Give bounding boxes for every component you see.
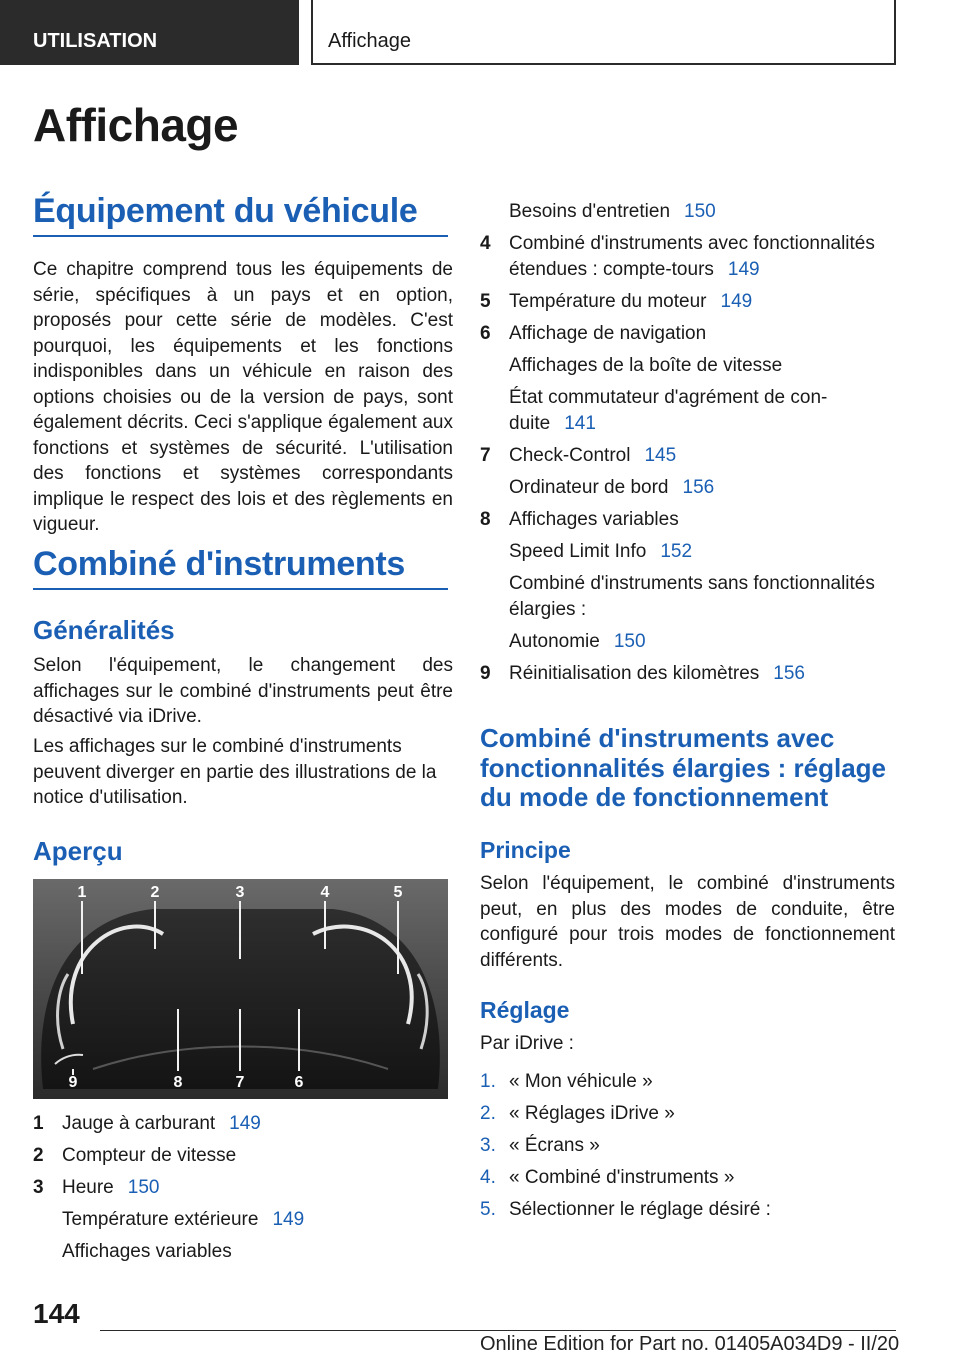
legend-label: Affichage de navigation (509, 323, 707, 344)
step-text: « Combiné d'instruments » (509, 1167, 735, 1188)
page-reference-link[interactable]: 141 (564, 413, 596, 434)
legend-number: 3 (33, 1177, 44, 1198)
heading-cluster: Combiné d'instruments (33, 545, 406, 583)
legend-label: Affichages variables (62, 1241, 232, 1262)
callout-label: 1 (77, 884, 87, 901)
step-number: 4. (480, 1167, 496, 1188)
callout-label: 3 (235, 884, 245, 901)
legend-label: Compteur de vitesse (62, 1145, 237, 1166)
legend-label: Ordinateur de bord (509, 477, 669, 498)
heading-operating-mode: Combiné d'instruments avec fonctionnalités élargies : réglage du mode de fonctionnement (480, 723, 886, 812)
topic-header: Affichage (311, 0, 896, 65)
legend-label: Speed Limit Info (509, 541, 647, 562)
callout-label: 6 (294, 1074, 304, 1091)
legend-label: État commutateur d'agrément de con- (509, 387, 828, 408)
legend-number: 2 (33, 1145, 44, 1166)
legend-label: Affichages variables (509, 509, 679, 530)
legend-label: Réinitialisation des kilomètres (509, 663, 760, 684)
page-reference-link[interactable]: 149 (720, 291, 753, 312)
legend-text (509, 597, 586, 623)
legend-text (509, 571, 875, 597)
legend-label: élargies : (509, 599, 587, 620)
legend-text (509, 257, 760, 283)
paragraph-setting: Par iDrive : (480, 1033, 574, 1054)
heading-setting: Réglage (480, 997, 570, 1023)
legend-text (509, 507, 679, 533)
heading-rule (33, 588, 448, 590)
step-number: 1. (480, 1071, 496, 1092)
legend-text (509, 321, 706, 347)
legend-number: 5 (480, 291, 491, 312)
page-reference-link[interactable]: 150 (684, 201, 716, 222)
page-title: Affichage (33, 99, 239, 151)
legend-number: 1 (33, 1113, 44, 1134)
step-number: 3. (480, 1135, 496, 1156)
heading-rule (33, 235, 448, 237)
paragraph-principle: Selon l'équipement, le combiné d'instruments peut, en plus des modes de conduite, être configuré pour trois modes de fonctionnement différents. (480, 873, 895, 971)
page-reference-link[interactable]: 152 (660, 541, 693, 562)
legend-label: duite (509, 413, 551, 434)
step-text: « Mon véhicule » (509, 1071, 653, 1092)
callout-label: 9 (68, 1074, 78, 1091)
legend-number: 6 (480, 323, 491, 344)
legend-number: 9 (480, 663, 491, 684)
page-reference-link[interactable]: 145 (644, 445, 677, 466)
legend-label: Autonomie (509, 631, 600, 652)
legend-text (509, 199, 716, 225)
legend-label: étendues : compte-tours (509, 259, 714, 280)
callout-label: 2 (150, 884, 160, 901)
page-reference-link[interactable]: 156 (682, 477, 715, 498)
legend-number: 4 (480, 233, 491, 254)
legend-label: Jauge à carburant (62, 1113, 216, 1134)
instrument-cluster-illustration (33, 879, 448, 1099)
legend-text (62, 1207, 304, 1233)
legend-label: Heure (62, 1177, 114, 1198)
legend-text (509, 353, 782, 379)
footer-rule (100, 1330, 896, 1331)
legend-text (509, 661, 805, 687)
legend-text (509, 629, 646, 655)
legend-label: Température extérieure (62, 1209, 259, 1230)
page-reference-link[interactable]: 150 (613, 631, 646, 652)
legend-number: 8 (480, 509, 491, 530)
legend-text (62, 1175, 159, 1201)
callout-label: 7 (235, 1074, 245, 1091)
legend-text (509, 539, 692, 565)
legend-label: Combiné d'instruments avec fonctionnalités (509, 233, 875, 254)
callout-label: 5 (393, 884, 403, 901)
step-text: « Écrans » (509, 1135, 600, 1156)
page-number: 144 (33, 1298, 80, 1329)
step-number: 5. (480, 1199, 496, 1220)
legend-label: Check-Control (509, 445, 631, 466)
legend-text (62, 1239, 232, 1265)
legend-label: Affichages de la boîte de vitesse (509, 355, 783, 376)
step-text: Sélectionner le réglage désiré : (509, 1199, 771, 1220)
step-text: « Réglages iDrive » (509, 1103, 675, 1124)
legend-text (509, 443, 676, 469)
callout-label: 8 (173, 1074, 183, 1091)
heading-equipment: Équipement du véhicule (33, 192, 418, 230)
legend-label: Combiné d'instruments sans fonctionnalités (509, 573, 875, 594)
legend-text (509, 231, 875, 257)
legend-label: Besoins d'entretien (509, 201, 671, 222)
section-tab: UTILISATION (0, 0, 299, 65)
legend-text (509, 475, 714, 501)
legend-text (509, 411, 596, 437)
page-reference-link[interactable]: 149 (229, 1113, 261, 1134)
legend-text (62, 1143, 236, 1169)
page-reference-link[interactable]: 149 (727, 259, 760, 280)
legend-text (509, 385, 827, 411)
page-reference-link[interactable]: 156 (773, 663, 805, 684)
heading-general: Généralités (33, 615, 175, 645)
legend-text (509, 289, 752, 315)
page-reference-link[interactable]: 149 (272, 1209, 305, 1230)
callout-label: 4 (320, 884, 330, 901)
heading-overview: Aperçu (33, 836, 123, 866)
step-number: 2. (480, 1103, 496, 1124)
paragraph-general-1: Selon l'équipement, le changement des affichages sur le combiné d'instruments peut être désactivé via iDrive. (33, 655, 453, 727)
legend-label: Température du moteur (509, 291, 707, 312)
paragraph-general-2: Les affichages sur le combiné d'instruments peuvent diverger en partie des illustrations de la notice d'utilisation. (33, 736, 437, 808)
paragraph-equipment: Ce chapitre comprend tous les équipements de série, spécifiques à un pays et en option, proposés pour cette série de modèles. C'est pourquoi, les équipements et les fonctions indisponibles dans un véhicule en raison des options choisies ou de la version de pays, sont également décrits. Ceci s'applique également aux fonctions et systèmes de sécurité. L'utilisation des fonctions et systèmes correspondants implique le respect des lois et des règlements en vigueur. (33, 259, 453, 535)
edition-text: Online Edition for Part no. 01405A034D9 - II/20 (480, 1333, 900, 1355)
page-reference-link[interactable]: 150 (127, 1177, 160, 1198)
legend-number: 7 (480, 445, 491, 466)
heading-principle: Principe (480, 837, 571, 863)
legend-text (62, 1111, 261, 1137)
